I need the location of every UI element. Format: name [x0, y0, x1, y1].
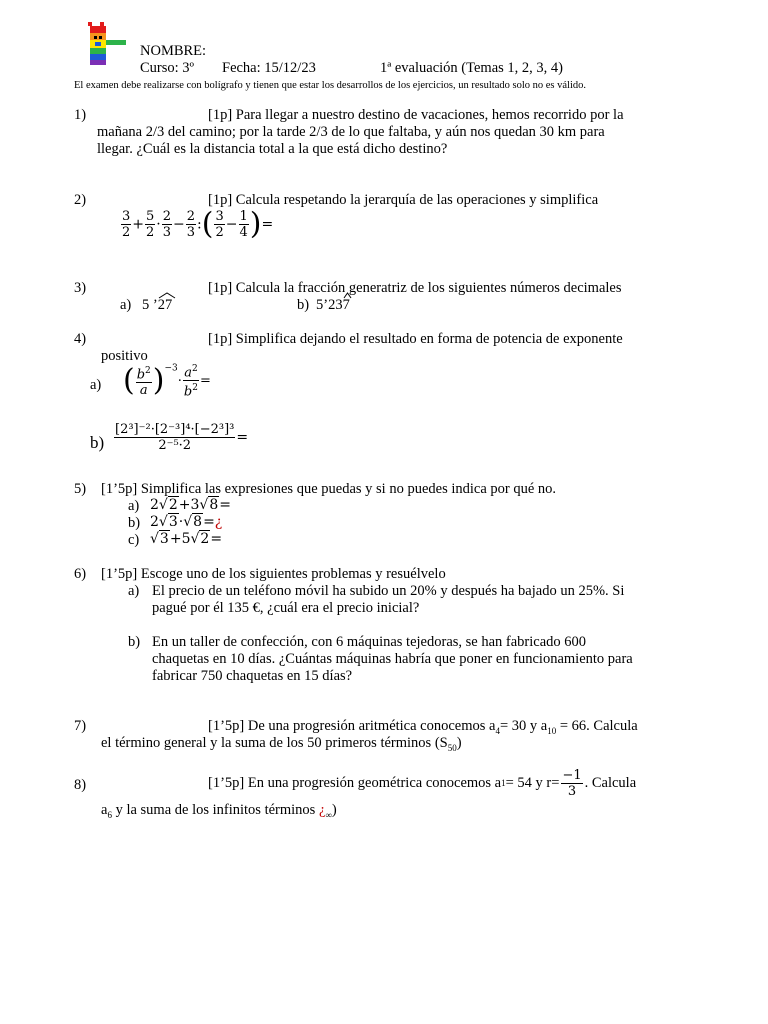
- q2-number: 2): [74, 192, 87, 208]
- q2-expression: $\frac{3}{2}$ + $\frac{5}{2}$ · $\frac{2}{3}$ − $\frac{2}{3}$ :( $\frac{3}{2}$ − $\frac{1}{4}$ )=: [122, 206, 274, 242]
- school-logo: [86, 22, 128, 68]
- q8-line2: $a_6$ y la suma de los infinitos términos ¿$_\infty$): [101, 802, 337, 820]
- q2-text: [1p] Calcula respetando la jerarquía de las operaciones y simplifica: [208, 192, 599, 208]
- q4-number: 4): [74, 331, 87, 347]
- q6-b-line2: chaquetas en 10 días. ¿Cuántas máquinas habría que poner en funcionamiento para: [152, 651, 633, 667]
- q7-line1: [1’5p] De una progresión aritmética conocemos $a_4= 30$ y $a_{10} = 66$. Calcula: [208, 718, 638, 736]
- q6-b-label: b): [128, 634, 141, 650]
- q4-b-label: b): [90, 433, 105, 452]
- q6-a-line1: El precio de un teléfono móvil ha subido un 20% y después ha bajado un 25%. Si: [152, 583, 625, 599]
- q7-line2: el término general y la suma de los 50 primeros términos $(S_{50})$: [101, 735, 462, 753]
- q5-c-expression: √3+5√2=: [150, 531, 223, 547]
- q3-b-label: b): [297, 297, 310, 313]
- q5-text: [1’5p] Simplifica las expresiones que puedas y si no puedes indica por qué no.: [101, 481, 557, 497]
- q6-text: [1’5p] Escoge uno de los siguientes problemas y resuélvelo: [101, 566, 446, 582]
- q1-line1: [1p] Para llegar a nuestro destino de vacaciones, hemos recorrido por la: [208, 107, 624, 123]
- q5-number: 5): [74, 481, 87, 497]
- q5-a-expression: 2√2+3√8=: [150, 497, 231, 513]
- q6-a-label: a): [128, 583, 140, 599]
- q1-number: 1): [74, 107, 87, 123]
- evaluacion-label: 1ª evaluación (Temas 1, 2, 3, 4): [380, 60, 563, 76]
- curso-label: Curso: 3º: [140, 60, 195, 76]
- q4-line1: [1p] Simplifica dejando el resultado en forma de potencia de exponente: [208, 331, 623, 347]
- q3-text: [1p] Calcula la fracción generatriz de los siguientes números decimales: [208, 280, 622, 296]
- q4-b-expression: $\frac{\text{[2³]⁻²·[2⁻³]⁴·[−2³]³}}{\text{2⁻⁵·2}}$ =: [115, 422, 249, 453]
- q7-number: 7): [74, 718, 87, 734]
- q4-line2: positivo: [101, 348, 148, 364]
- q6-a-line2: pagué por él 135 €, ¿cuál era el precio inicial?: [152, 600, 420, 616]
- q8-number: 8): [74, 777, 87, 793]
- q3-number: 3): [74, 280, 87, 296]
- q8-line1: [1’5p] En una progresión geométrica conocemos a 1 = 54 y r= $\frac{-1}{3}$ . Calcula: [208, 768, 637, 799]
- q1-line3: llegar. ¿Cuál es la distancia total a la que está dicho destino?: [97, 141, 448, 157]
- fecha-label: Fecha: 15/12/23: [222, 60, 316, 76]
- nombre-label: NOMBRE:: [140, 43, 207, 59]
- q3-a-number: 5 ’ 27: [142, 297, 172, 314]
- q4-a-label: a): [90, 377, 102, 393]
- q6-b-line3: fabricar 750 chaquetas en 15 días?: [152, 668, 353, 684]
- q5-a-label: a): [128, 498, 140, 514]
- instructions: El examen debe realizarse con bolígrafo y tienen que estar los desarrollos de los ejercicios, un resultado solo no es válido.: [74, 80, 586, 91]
- q5-b-expression: 2√3·√8=¿: [150, 514, 223, 530]
- q5-b-label: b): [128, 515, 141, 531]
- q6-b-line1: En un taller de confección, con 6 máquinas tejedoras, se han fabricado 600: [152, 634, 587, 650]
- q4-a-expression: ( $\frac{b^2}{a}$ )$^{-3}$· $\frac{a^2}{b^2}$ =: [123, 362, 211, 400]
- q5-c-label: c): [128, 532, 140, 548]
- q3-a-label: a): [120, 297, 132, 313]
- q1-line2: mañana 2/3 del camino; por la tarde 2/3 de lo que faltaba, y aún nos quedan 30 km para: [97, 124, 605, 140]
- q6-number: 6): [74, 566, 87, 582]
- q3-b-number: 5’23 7: [316, 297, 350, 314]
